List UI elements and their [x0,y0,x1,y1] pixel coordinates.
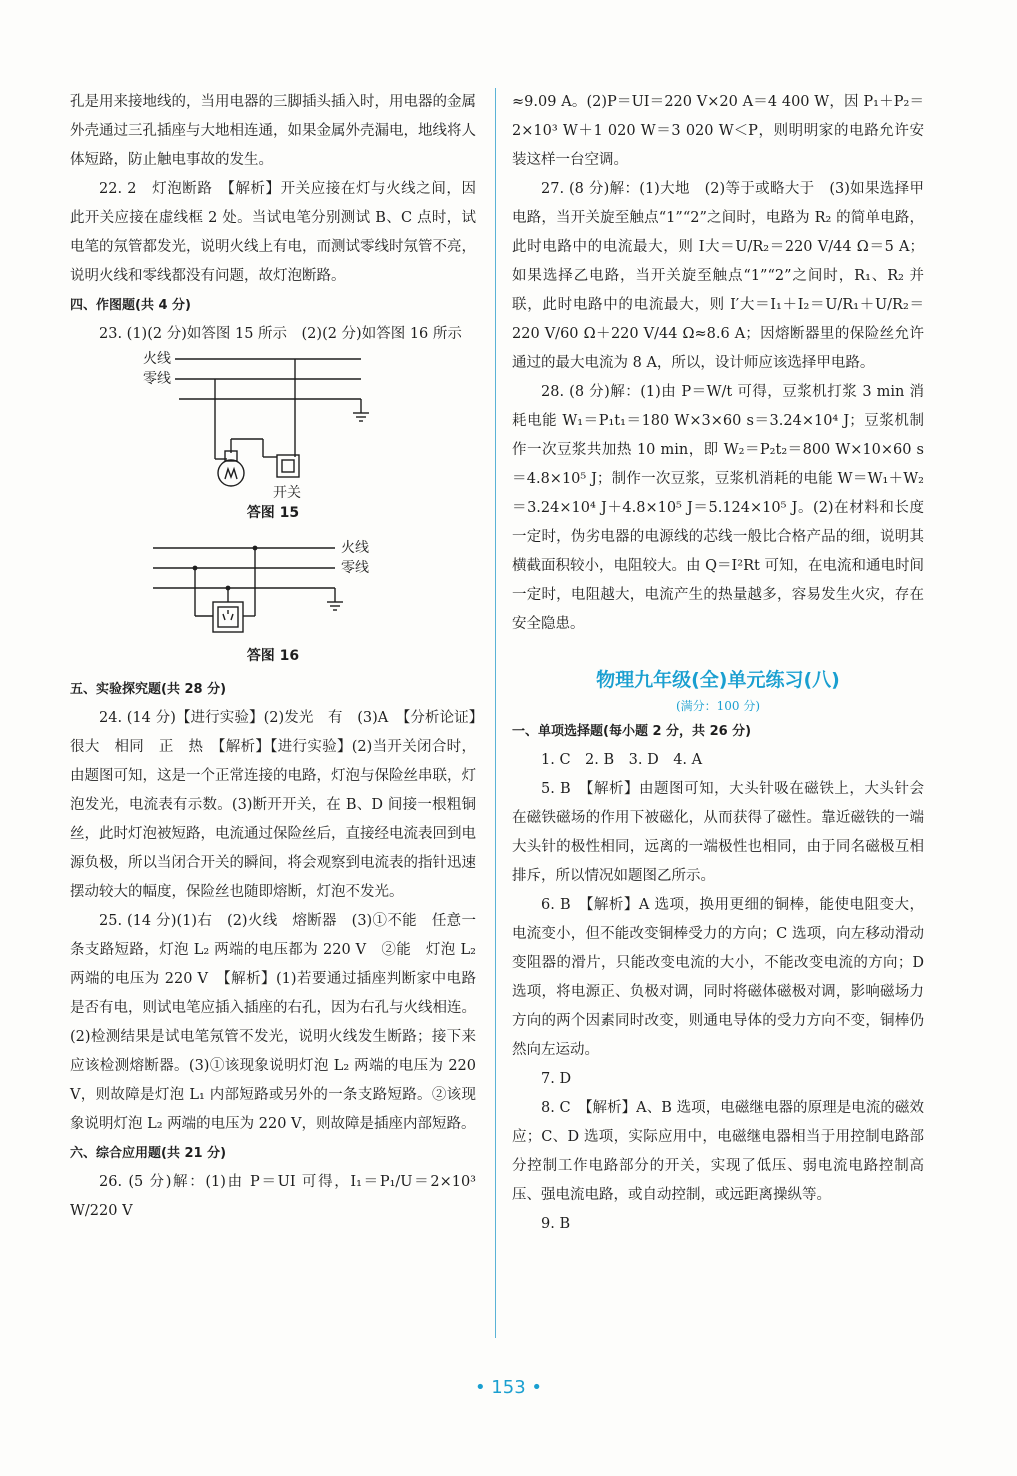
answer-23: 23. (1)(2 分)如答图 15 所示 (2)(2 分)如答图 16 所示 [99,326,462,342]
left-column [70,88,476,1226]
answer-26: 26. (5 分)解：(1)由 P＝UI 可得，I₁＝P₁/U＝2×10³ W/220 V [70,1174,476,1219]
figure-15-caption: 答图 15 [246,505,300,521]
right-column [512,88,924,1239]
figure-16-circuit [123,532,423,642]
answer-7: 7. D [541,1071,572,1087]
unit-title: 物理九年级(全)单元练习(八) [596,669,840,691]
answer-5: 5. B 【解析】由题图可知，大头针吸在磁铁上，大头针会在磁铁磁场的作用下被磁化，从而获得了磁性。靠近磁铁的一端大头针的极性相同，远离的一端极性也相同，由于同名磁极互相排斥，所以情况如题图乙所示。 [512,781,924,884]
answer-25: 25. (14 分)(1)右 (2)火线 熔断器 (3)①不能 任意一条支路短路，灯泡 L₂ 两端的电压都为 220 V ②能 灯泡 L₂ 两端的电压为 220 V 【解析】(1)若要通过插座判断家中电路是否有电，则试电笔应插入插座的右孔，因为右孔与火线相连。(2)检测结果是试电笔氖管不发光，说明火线发生断路；接下来应该检测熔断器。(3)①该现象说明灯泡 L₂ 两端的电压为 220 V，则故障是灯泡 L₁ 内部短路或另外的一条支路短路。②该现象说明灯泡 L₂ 两端的电压为 220 V，则故障是插座内部短路。 [70,913,476,1132]
fig16-live-label: 火线 [341,540,369,556]
figure-16-caption: 答图 16 [246,648,300,664]
section-heading-application: 六、综合应用题(共 21 分) [70,1146,227,1161]
column-divider [495,88,496,1338]
fig15-lamp-bulb [218,460,244,486]
section-heading-single-choice: 一、单项选择题(每小题 2 分，共 26 分) [512,724,752,739]
section-heading-drawing: 四、作图题(共 4 分) [70,298,191,313]
answer-26-continued: ≈9.09 A。(2)P＝UI＝220 V×20 A＝4 400 W，因 P₁＋P₂＝2×10³ W＋1 020 W＝3 020 W＜P，则明明家的电路允许安装这样一台空调。 [512,94,924,168]
answer-6: 6. B 【解析】A 选项，换用更细的铜棒，能使电阻变大，电流变小，但不能改变铜棒受力的方向；C 选项，向左移动滑动变阻器的滑片，只能改变电流的大小，不能改变电流的方向；D 选项，将电源正、负极对调，同时将磁体磁极对调，影响磁场力方向的两个因素同时改变，则通电导体的受力方向不变，铜棒仍然向左运动。 [512,897,924,1058]
answer-27: 27. (8 分)解：(1)大地 (2)等于或略大于 (3)如果选择甲电路，当开关旋至触点“1”“2”之间时，电路为 R₂ 的简单电路，此时电路中的电流最大，则 I大＝U/R₂＝220 V/44 Ω＝5 A；如果选择乙电路，当开关旋至触点“1”“2”之间时，R₁、R₂ 并联，此时电路中的电流最大，则 I′大＝I₁＋I₂＝U/R₁＋U/R₂＝220 V/60 Ω＋220 V/44 Ω≈8.6 A；因熔断器里的保险丝允许通过的最大电流为 8 A，所以，设计师应该选择甲电路。 [512,181,924,371]
answer-24: 24. (14 分)【进行实验】(2)发光 有 (3)A 【分析论证】很大 相同 正 热 【解析】【进行实验】(2)当开关闭合时，由题图可知，这是一个正常连接的电路，灯泡与保险丝串联，灯泡发光，电流表有示数。(3)断开开关，在 B、D 间接一根粗铜丝，此时灯泡被短路，电流通过保险丝后，直接经电流表回到电源负极，所以当闭合开关的瞬间，将会观察到电流表的指针迅速摆动较大的幅度，保险丝也随即熔断，灯泡不发光。 [70,710,476,900]
paragraph-ground-wire: 孔是用来接地线的，当用电器的三脚插头插入时，用电器的金属外壳通过三孔插座与大地相连通，如果金属外壳漏电，地线将人体短路，防止触电事故的发生。 [70,94,476,168]
fig15-live-label: 火线 [143,351,171,367]
figure-15-circuit [123,349,423,499]
page-number: • 153 • [474,1377,543,1398]
fig15-switch-label: 开关 [273,485,301,499]
section-heading-experiment: 五、实验探究题(共 28 分) [70,682,227,697]
fig15-neutral-label: 零线 [143,371,171,387]
answers-1-4: 1. C 2. B 3. D 4. A [541,752,703,768]
answer-28: 28. (8 分)解：(1)由 P＝W/t 可得，豆浆机打浆 3 min 消耗电能 W₁＝P₁t₁＝180 W×3×60 s＝3.24×10⁴ J；豆浆机制作一次豆浆共加热 10 min，即 W₂＝P₂t₂＝800 W×10×60 s＝4.8×10⁵ J；制作一次豆浆，豆浆机消耗的电能 W＝W₁＋W₂＝3.24×10⁴ J＋4.8×10⁵ J＝5.124×10⁵ J。(2)在材料和长度一定时，伪劣电器的电源线的芯线一般比合格产品的细，说明其横截面积较小，电阻较大。由 Q＝I²Rt 可知，在电流和通电时间一定时，电阻越大，电流产生的热量越多，容易发生火灾，存在安全隐患。 [512,384,924,632]
unit-full-score: (满分：100 分) [675,699,761,713]
answer-22: 22. 2 灯泡断路 【解析】开关应接在灯与火线之间，因此开关应接在虚线框 2 处。当试电笔分别测试 B、C 点时，试电笔的氖管都发光，说明火线上有电，而测试零线时氖管不亮，说明火线和零线都没有问题，故灯泡断路。 [70,181,476,284]
answer-9: 9. B [541,1216,571,1232]
answer-8: 8. C 【解析】A、B 选项，电磁继电器的原理是电流的磁效应；C、D 选项，实际应用中，电磁继电器相当于用控制电路部分控制工作电路部分的开关，实现了低压、弱电流电路控制高压、强电流电路，或自动控制，或远距离操纵等。 [512,1100,924,1203]
fig15-switch-box [277,455,299,477]
fig16-neutral-label: 零线 [341,560,369,576]
